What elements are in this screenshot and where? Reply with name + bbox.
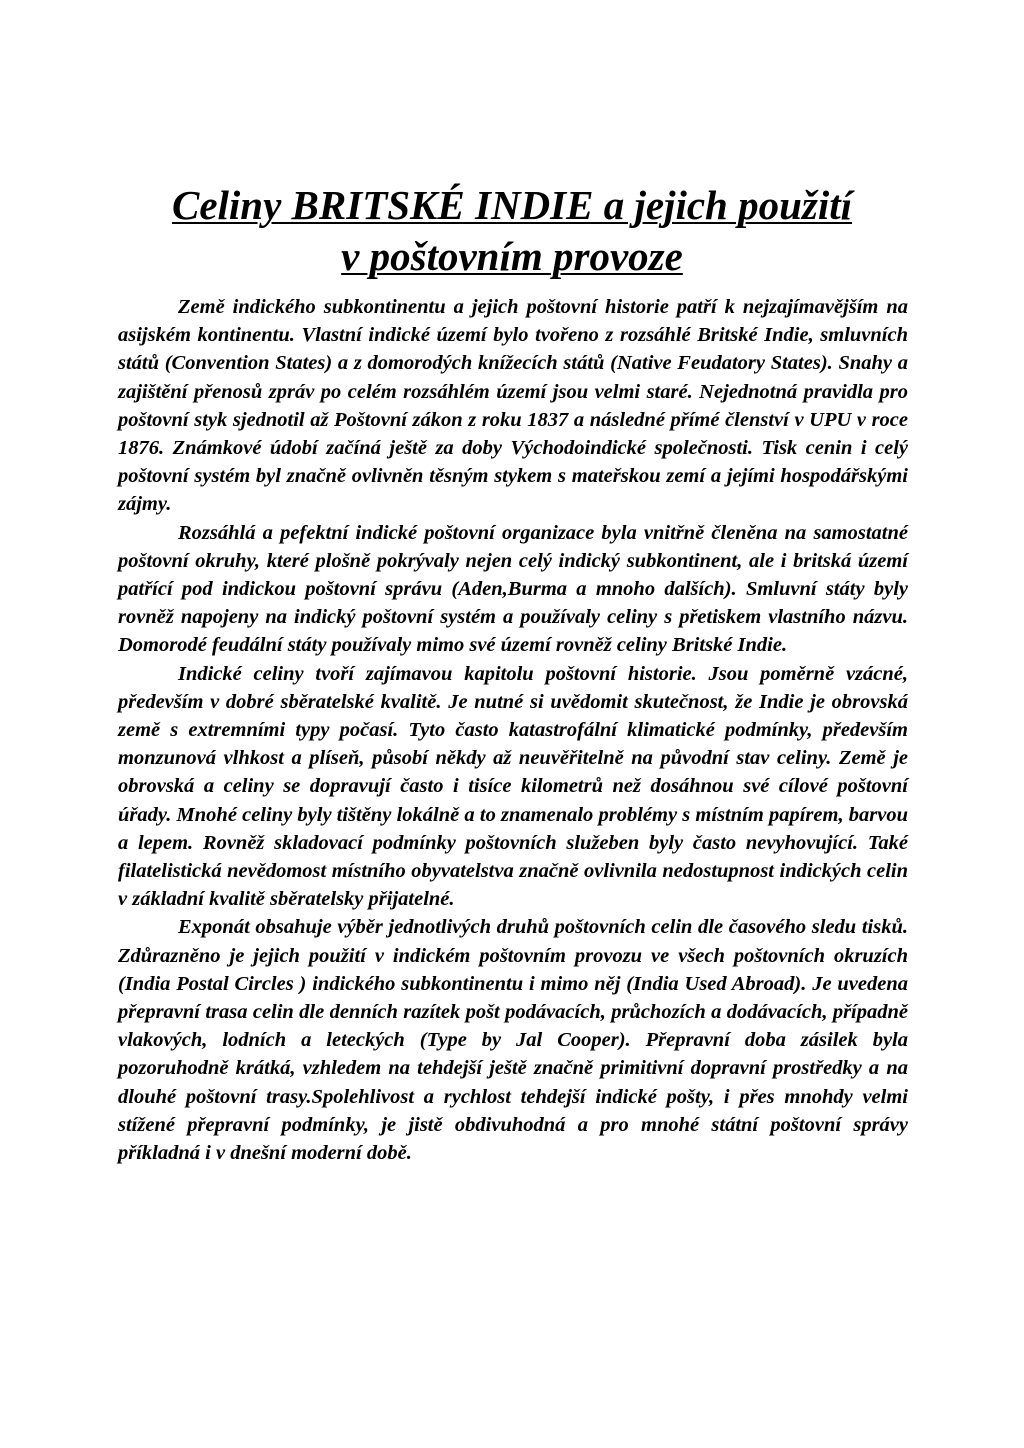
paragraph-4: Exponát obsahuje výběr jednotlivých druhů poštovních celin dle časového sledu tisků. Zdůrazněno je jejich použití v indickém poštovním provozu ve všech poštovních okruzích (India Postal Circles ) indického subkontinentu i mimo něj (India Used Abroad). Je uvedena přepravní trasa celin dle denních razítek pošt podávacích, průchozích a dodávacích, případně vlakových, lodních a leteckých (Type by Jal Cooper). Přepravní doba zásilek byla pozoruhodně krátká, vzhledem na tehdejší ještě značně primitivní dopravní prostředky a na dlouhé poštovní trasy.Spolehlivost a rychlost tehdejší indické pošty, i přes mnohdy velmi stížené přepravní podmínky, je jistě obdivuhodná a pro mnohé státní poštovní správy příkladná i v dnešní moderní době. bbox=[118, 916, 908, 1165]
title-line-1: Celiny BRITSKÉ INDIE a jejich použití bbox=[171, 182, 853, 228]
paragraph-1: Země indického subkontinentu a jejich poštovní historie patří k nejzajímavějším na asijském kontinentu. Vlastní indické území bylo tvořeno z rozsáhlé Britské Indie, smluvních států (Convention States) a z domorodých knížecích států (Native Feudatory States). Snahy a zajištění přenosů zpráv po celém rozsáhlém území jsou velmi staré. Nejednotná pravidla pro poštovní styk sjednotil až Poštovní zákon z roku 1837 a následné přímé členství v UPU v roce 1876. Známkové údobí začíná ještě za doby Východoindické společnosti. Tisk cenin i celý poštovní systém byl značně ovlivněn těsným stykem s mateřskou zemí a jejími hospodářskými zájmy. bbox=[118, 296, 908, 516]
paragraph-2: Rozsáhlá a pefektní indické poštovní organizace byla vnitřně členěna na samostatné poštovní okruhy, které plošně pokrývaly nejen celý indický subkontinent, ale i britská území patřící pod indickou poštovní správu (Aden,Burma a mnoho dalších). Smluvní státy byly rovněž napojeny na indický poštovní systém a používaly celiny s přetiskem vlastního názvu. Domorodé feudální státy používaly mimo své území rovněž celiny Britské Indie. bbox=[118, 521, 908, 657]
document-title bbox=[100, 180, 924, 282]
title-line-2: v poštovním provoze bbox=[341, 233, 683, 279]
paragraph-3: Indické celiny tvoří zajímavou kapitolu poštovní historie. Jsou poměrně vzácné, především v dobré sběratelské kvalitě. Je nutné si uvědomit skutečnost, že Indie je obrovská země s extremními typy počasí. Tyto často katastrofální klimatické podmínky, především monzunová vlhkost a plíseň, působí někdy až neuvěřitelně na původní stav celiny. Země je obrovská a celiny se dopravují často i tisíce kilometrů než dosáhnou své cílové poštovní úřady. Mnohé celiny byly tištěny lokálně a to znamenalo problémy s místním papírem, barvou a lepem. Rovněž skladovací podmínky poštovních služeben byly často nevyhovující. Také filatelistická nevědomost místního obyvatelstva značně ovlivnila nedostupnost indických celin v základní kvalitě sběratelsky přijatelné. bbox=[118, 662, 908, 911]
document-body bbox=[118, 293, 908, 1167]
